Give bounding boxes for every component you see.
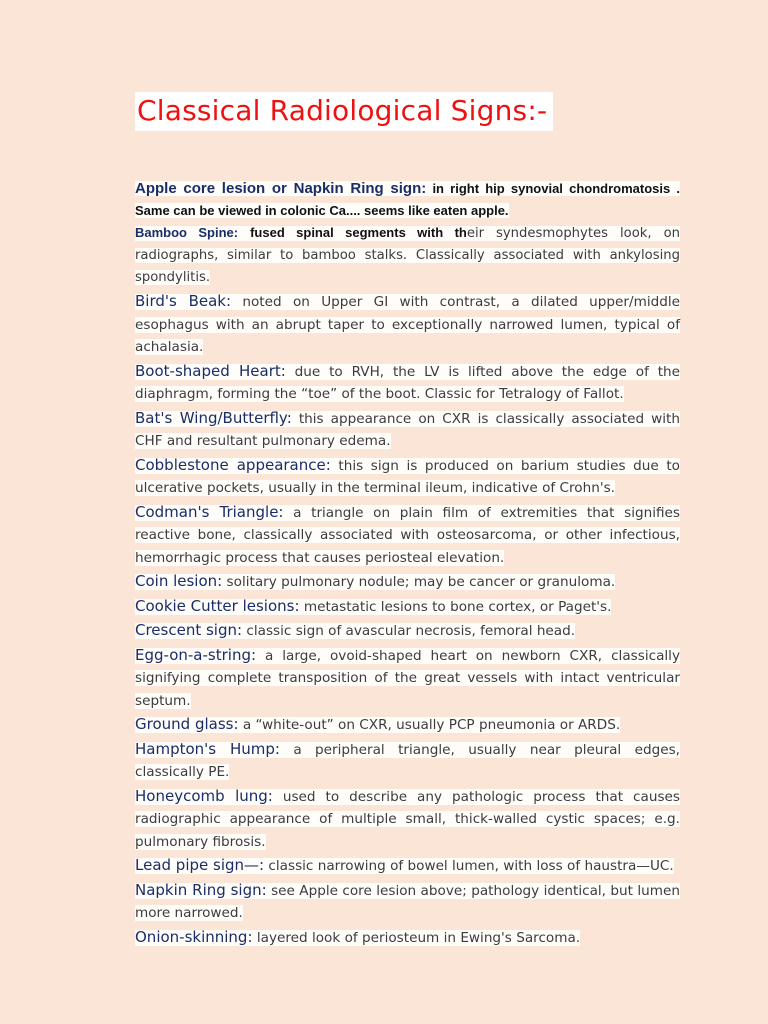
sign-description: a peripheral triangle, usually near pleural edges, classically PE. <box>135 741 680 780</box>
sign-description: eir syndesmophytes look, on radiographs, similar to bamboo stalks. Classically associated with ankylosing spondylitis. <box>135 226 680 285</box>
sign-entry-bats-wing <box>135 407 680 453</box>
sign-entry-cobblestone <box>135 454 680 500</box>
sign-term: Codman's Triangle: <box>135 502 284 521</box>
sign-entry-honeycomb-lung <box>135 785 680 854</box>
sign-entry-cookie-cutter <box>135 595 680 619</box>
sign-description: layered look of periosteum in Ewing's Sarcoma. <box>256 929 581 946</box>
signs-list <box>135 178 680 949</box>
sign-description: noted on Upper GI with contrast, a dilated upper/middle esophagus with an abrupt taper to exceptionally narrowed lumen, typical of achalasia. <box>135 294 680 355</box>
sign-entry-codmans-triangle <box>135 501 680 570</box>
sign-term: Ground glass: <box>135 715 239 733</box>
sign-entry-lead-pipe <box>135 854 680 878</box>
sign-description: see Apple core lesion above; pathology identical, but lumen more narrowed. <box>135 882 680 921</box>
sign-term: Napkin Ring sign: <box>135 880 267 899</box>
sign-description: solitary pulmonary nodule; may be cancer or granuloma. <box>226 574 616 590</box>
sign-description: classic narrowing of bowel lumen, with loss of haustra—UC. <box>268 858 674 874</box>
sign-description: metastatic lesions to bone cortex, or Paget's. <box>303 598 612 615</box>
sign-description: in right hip synovial chondromatosis . Same can be viewed in colonic Ca.... seems like eaten apple. <box>135 181 680 218</box>
sign-description: used to describe any pathologic process that causes radiographic appearance of multiple small, thick-walled cystic spaces; e.g. pulmonary fibrosis. <box>135 788 680 850</box>
sign-term: Bamboo Spine: <box>135 225 239 240</box>
sign-term: Crescent sign: <box>135 621 243 639</box>
sign-description: a triangle on plain film of extremities that signifies reactive bone, classically associated with osteosarcoma, or other infectious, hemorrhagic process that causes periosteal elevation. <box>135 504 680 566</box>
sign-term: Egg-on-a-string: <box>135 645 257 664</box>
sign-entry-napkin-ring <box>135 879 680 925</box>
sign-entry-onion-skinning <box>135 926 680 950</box>
sign-description: this sign is produced on barium studies due to ulcerative pockets, usually in the terminal ileum, indicative of Crohn's. <box>135 457 680 496</box>
sign-entry-boot-shaped-heart <box>135 360 680 406</box>
page-title: Classical Radiological Signs:- <box>135 92 553 131</box>
sign-term: Boot-shaped Heart: <box>135 361 286 380</box>
sign-term: Coin lesion: <box>135 572 223 590</box>
sign-entry-apple-core <box>135 178 680 222</box>
sign-term: Lead pipe sign—: <box>135 856 265 874</box>
sign-description: a “white-out” on CXR, usually PCP pneumonia or ARDS. <box>242 717 621 733</box>
sign-entry-crescent <box>135 619 680 643</box>
sign-entry-bamboo-spine <box>135 222 680 289</box>
sign-term: Onion-skinning: <box>135 927 253 946</box>
sign-term: Bat's Wing/Butterfly: <box>135 408 292 427</box>
sign-entry-ground-glass <box>135 713 680 737</box>
sign-description: this appearance on CXR is classically associated with CHF and resultant pulmonary edema. <box>135 410 680 449</box>
sign-entry-egg-on-a-string <box>135 644 680 713</box>
sign-entry-birds-beak <box>135 290 680 359</box>
sign-entry-hamptons-hump <box>135 738 680 784</box>
sign-term: Cobblestone appearance: <box>135 455 331 474</box>
sign-term: Apple core lesion or Napkin Ring sign: <box>135 180 427 197</box>
sign-description: due to RVH, the LV is lifted above the edge of the diaphragm, forming the “toe” of the boot. Classic for Tetralogy of Fallot. <box>135 363 681 402</box>
sign-term: Cookie Cutter lesions: <box>135 596 300 615</box>
sign-term: Hampton's Hump: <box>135 739 280 758</box>
sign-term: Honeycomb lung: <box>135 786 273 805</box>
sign-description-bold: fused spinal segments with th <box>250 225 467 240</box>
sign-term: Bird's Beak: <box>135 292 232 310</box>
sign-entry-coin-lesion <box>135 570 680 594</box>
sign-description: a large, ovoid-shaped heart on newborn CXR, classically signifying complete transposition of the great vessels with intact ventricular septum. <box>135 647 680 709</box>
sign-description: classic sign of avascular necrosis, femoral head. <box>246 623 576 639</box>
